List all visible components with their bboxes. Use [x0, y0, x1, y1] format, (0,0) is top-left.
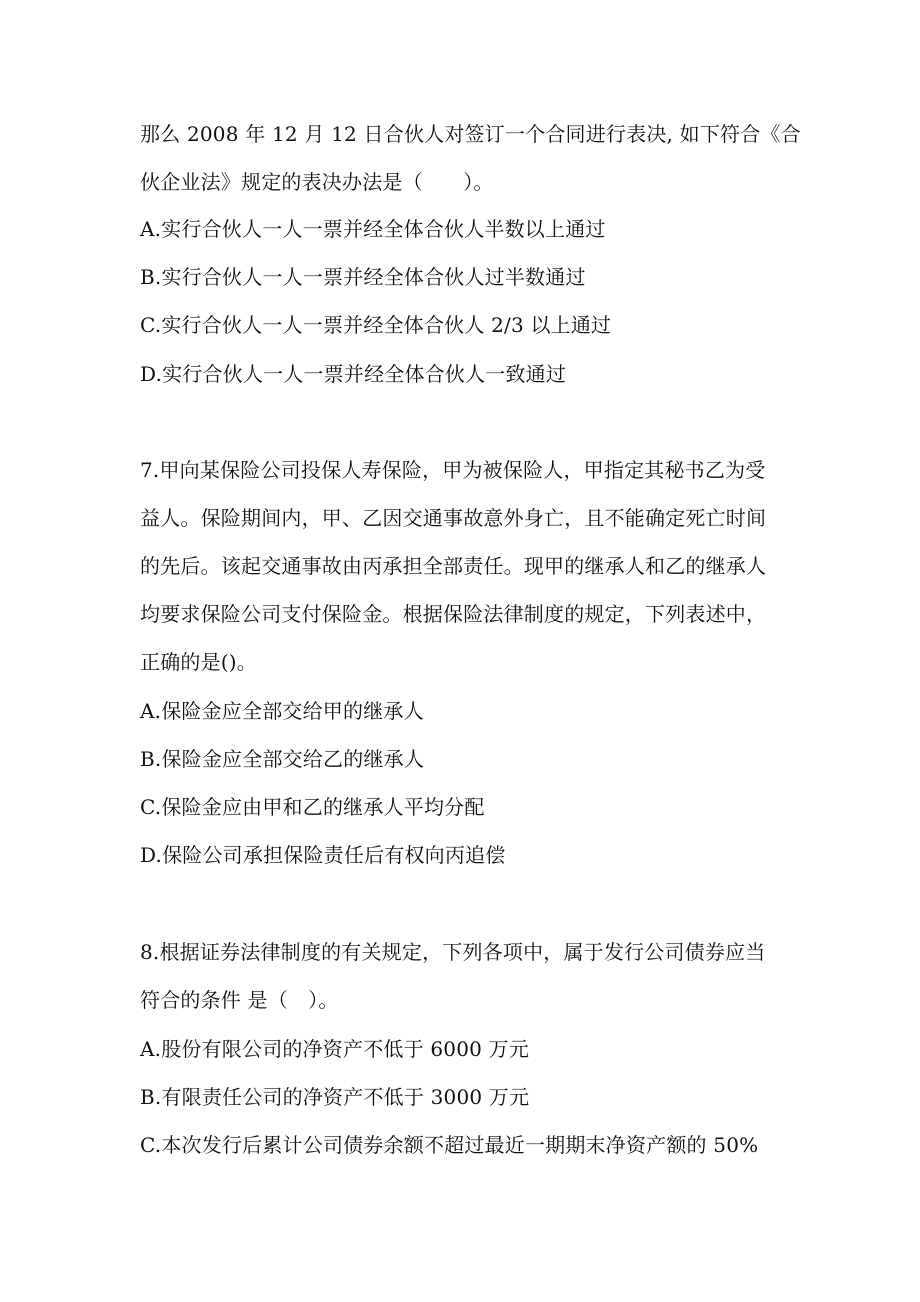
q7-stem-line-5: 正确的是()。 [140, 650, 258, 674]
q6-stem-line-1: 那么 2008 年 12 月 12 日合伙人对签订一个合同进行表决, 如下符合《合 [140, 122, 801, 146]
q7-option-b: B.保险金应全部交给乙的继承人 [140, 747, 425, 771]
q6-option-b: B.实行合伙人一人一票并经全体合伙人过半数通过 [140, 265, 586, 289]
q7-option-a: A.保险金应全部交给甲的继承人 [140, 699, 424, 723]
q7-option-d: D.保险公司承担保险责任后有权向丙追偿 [140, 843, 506, 867]
q8-stem-line-1: 8.根据证券法律制度的有关规定，下列各项中，属于发行公司债券应当 [140, 940, 766, 964]
q7-stem-line-1: 7.甲向某保险公司投保人寿保险，甲为被保险人，甲指定其秘书乙为受 [140, 458, 766, 482]
q6-stem-line-2: 伙企业法》规定的表决办法是（ ）。 [140, 170, 494, 194]
q8-stem-line-2: 符合的条件 是（ ）。 [140, 988, 339, 1012]
q6-option-d: D.实行合伙人一人一票并经全体合伙人一致通过 [140, 362, 567, 386]
q8-option-a: A.股份有限公司的净资产不低于 6000 万元 [140, 1037, 530, 1061]
q6-option-a: A.实行合伙人一人一票并经全体合伙人半数以上通过 [140, 217, 606, 241]
q7-stem-line-2: 益人。保险期间内，甲、乙因交通事故意外身亡，且不能确定死亡时间 [140, 506, 767, 530]
q8-option-b: B.有限责任公司的净资产不低于 3000 万元 [140, 1085, 530, 1109]
q8-option-c: C.本次发行后累计公司债券余额不超过最近一期期末净资产额的 50% [140, 1133, 759, 1157]
q7-stem-line-3: 的先后。该起交通事故由丙承担全部责任。现甲的继承人和乙的继承人 [140, 554, 767, 578]
q7-stem-line-4: 均要求保险公司支付保险金。根据保险法律制度的规定，下列表述中， [140, 602, 767, 626]
q7-option-c: C.保险金应由甲和乙的继承人平均分配 [140, 795, 485, 819]
q6-option-c: C.实行合伙人一人一票并经全体合伙人 2/3 以上通过 [140, 313, 612, 337]
